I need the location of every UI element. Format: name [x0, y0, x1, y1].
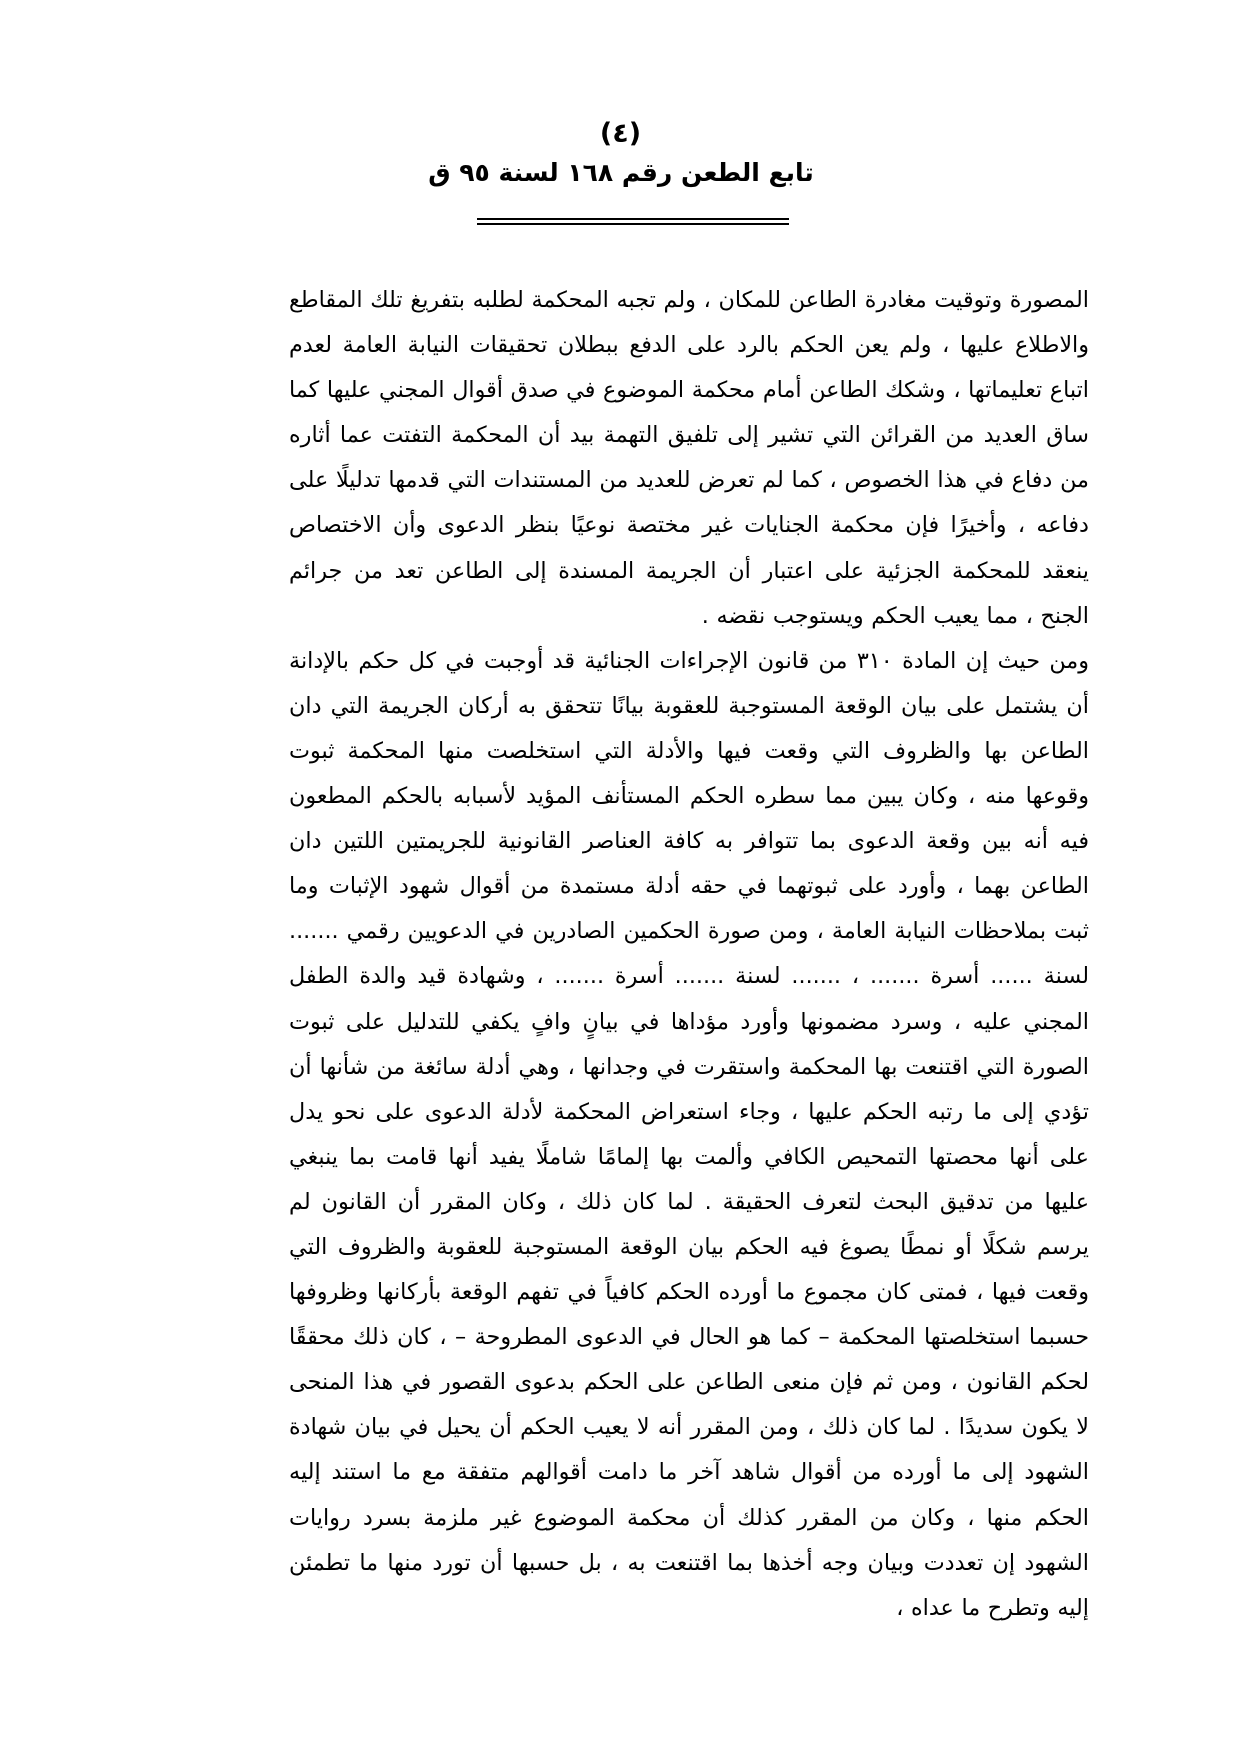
document-body [289, 278, 1089, 1631]
body-paragraph: المصورة وتوقيت مغادرة الطاعن للمكان ، ولم تجبه المحكمة لطلبه بتفريغ تلك المقاطع والاطلاع عليها ، ولم يعن الحكم بالرد على الدفع ببطلان تحقيقات النيابة العامة لعدم اتباع تعليماتها ، وشكك الطاعن أمام محكمة الموضوع في صدق أقوال المجني عليها كما ساق العديد من القرائن التي تشير إلى تلفيق التهمة بيد أن المحكمة التفتت عما أثاره من دفاع في هذا الخصوص ، كما لم تعرض للعديد من المستندات التي قدمها تدليلًا على دفاعه ، وأخيرًا فإن محكمة الجنايات غير مختصة نوعيًا بنظر الدعوى وأن الاختصاص ينعقد للمحكمة الجزئية على اعتبار أن الجريمة المسندة إلى الطاعن تعد من جرائم الجنح ، مما يعيب الحكم ويستوجب نقضه . [289, 287, 1089, 629]
case-reference-header: تابع الطعن رقم ١٦٨ لسنة ٩٥ ق [428, 158, 814, 187]
page-header [0, 0, 1241, 250]
divider-line-bottom [477, 223, 789, 225]
header-divider [477, 218, 789, 225]
page-number: (٤) [599, 118, 642, 149]
divider-line-top [477, 218, 789, 220]
body-paragraph: ومن حيث إن المادة ٣١٠ من قانون الإجراءات الجنائية قد أوجبت في كل حكم بالإدانة أن يشتمل على بيان الوقعة المستوجبة للعقوبة بيانًا تتحقق به أركان الجريمة التي دان الطاعن بها والظروف التي وقعت فيها والأدلة التي استخلصت منها المحكمة ثبوت وقوعها منه ، وكان يبين مما سطره الحكم المستأنف المؤيد لأسبابه بالحكم المطعون فيه أنه بين وقعة الدعوى بما تتوافر به كافة العناصر القانونية للجريمتين اللتين دان الطاعن بهما ، وأورد على ثبوتهما في حقه أدلة مستمدة من أقوال شهود الإثبات وما ثبت بملاحظات النيابة العامة ، ومن صورة الحكمين الصادرين في الدعويين رقمي ....... لسنة ...... أسرة ....... ، ....... لسنة ....... أسرة ....... ، وشهادة قيد والدة الطفل المجني عليه ، وسرد مضمونها وأورد مؤداها في بيانٍ وافٍ يكفي للتدليل على ثبوت الصورة التي اقتنعت بها المحكمة واستقرت في وجدانها ، وهي أدلة سائغة من شأنها أن تؤدي إلى ما رتبه الحكم عليها ، وجاء استعراض المحكمة لأدلة الدعوى على نحو يدل على أنها محصتها التمحيص الكافي وألمت بها إلمامًا شاملًا يفيد أنها قامت بما ينبغي عليها من تدقيق البحث لتعرف الحقيقة . لما كان ذلك ، وكان المقرر أن القانون لم يرسم شكلًا أو نمطًا يصوغ فيه الحكم بيان الوقعة المستوجبة للعقوبة والظروف التي وقعت فيها ، فمتى كان مجموع ما أورده الحكم كافياً في تفهم الوقعة بأركانها وظروفها حسبما استخلصتها المحكمة – كما هو الحال في الدعوى المطروحة – ، كان ذلك محققًا لحكم القانون ، ومن ثم فإن منعى الطاعن على الحكم بدعوى القصور في هذا المنحى لا يكون سديدًا . لما كان ذلك ، ومن المقرر أنه لا يعيب الحكم أن يحيل في بيان شهادة الشهود إلى ما أورده من أقوال شاهد آخر ما دامت أقوالهم متفقة مع ما استند إليه الحكم منها ، وكان من المقرر كذلك أن محكمة الموضوع غير ملزمة بسرد روايات الشهود إن تعددت وبيان وجه أخذها بما اقتنعت به ، بل حسبها أن تورد منها ما تطمئن إليه وتطرح ما عداه ، [289, 647, 1090, 1621]
